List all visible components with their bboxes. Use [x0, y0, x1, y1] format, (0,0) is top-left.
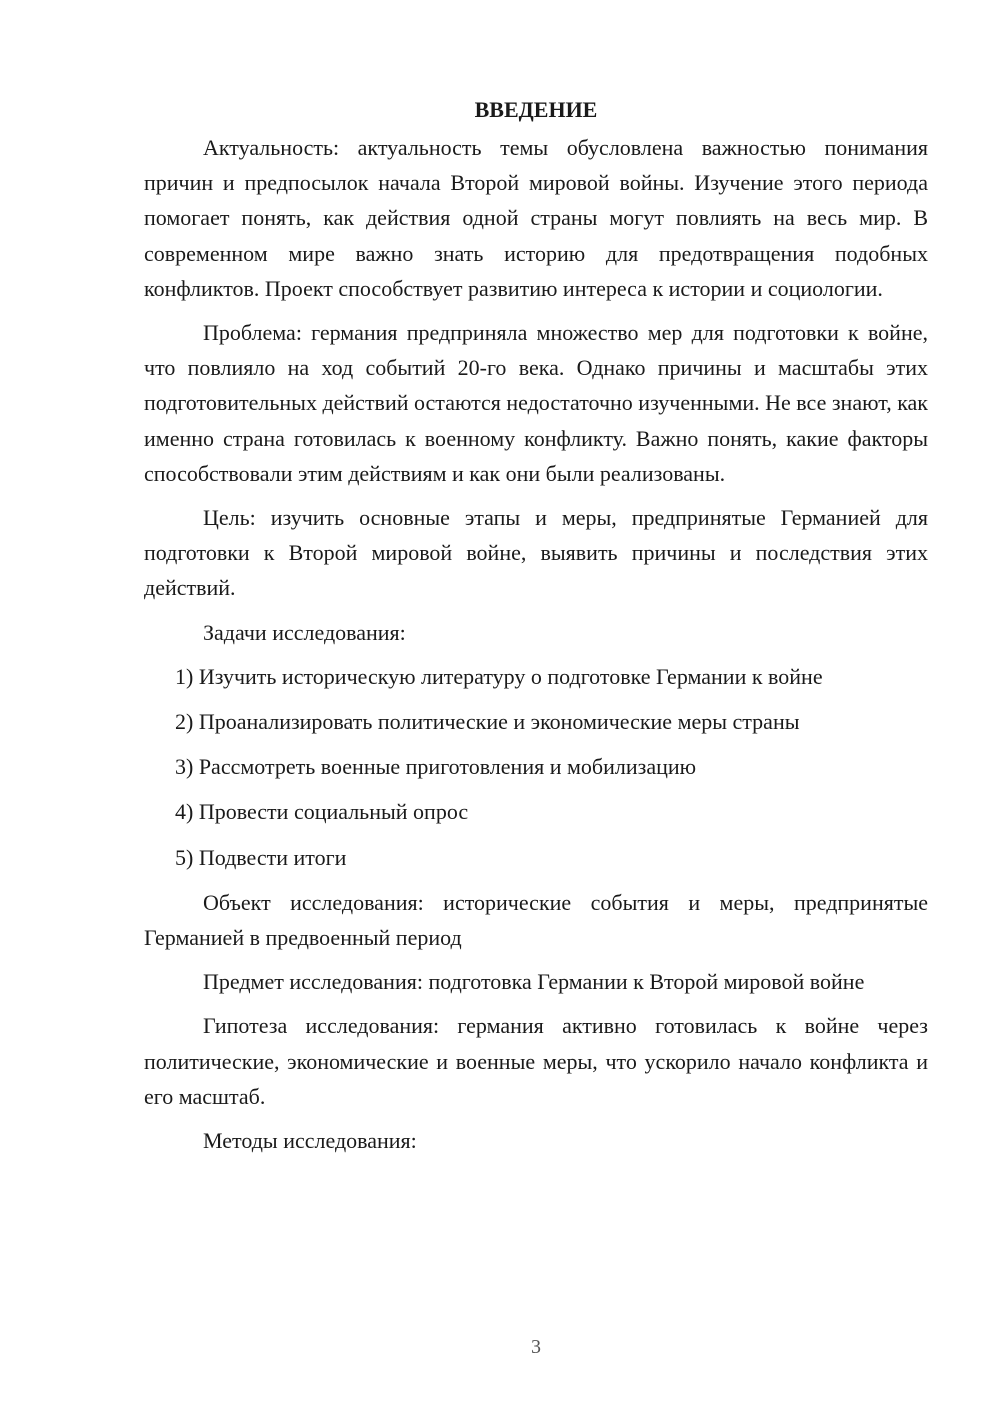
paragraph-object: Объект исследования: исторические события и меры, предпринятые Германией в предвоенный период [144, 889, 928, 951]
list-item-task-1: 1) Изучить историческую литературу о подготовке Германии к войне [175, 663, 823, 689]
page-number: 3 [531, 1336, 541, 1358]
tasks-list [144, 659, 928, 875]
list-item-task-3: 3) Рассмотреть военные приготовления и мобилизацию [175, 754, 697, 780]
paragraph-problem: Проблема: германия предприняла множество мер для подготовки к войне, что повлияло на ход событий 20-го века. Однако причины и масштабы этих подготовительных действий остаются недостаточно изученными. Не все знают, как именно страна готовилась к военному конфликту. Важно понять, какие факторы способствовали этим действиям и как они были реализованы. [144, 320, 928, 486]
page-title: ВВЕДЕНИЕ [474, 97, 598, 122]
methods-heading: Методы исследования: [203, 1128, 417, 1154]
list-item-task-5: 5) Подвести итоги [175, 844, 347, 870]
tasks-heading: Задачи исследования: [203, 619, 406, 645]
paragraph-goal: Цель: изучить основные этапы и меры, предпринятые Германией для подготовки к Второй мировой войне, выявить причины и последствия этих действий. [144, 505, 928, 601]
paragraph-relevance: Актуальность: актуальность темы обусловлена важностью понимания причин и предпосылок начала Второй мировой войны. Изучение этого периода помогает понять, как действия одной страны могут повлиять на весь мир. В современном мире важно знать историю для предотвращения подобных конфликтов. Проект способствует развитию интереса к истории и социологии. [144, 135, 928, 301]
list-item-task-2: 2) Проанализировать политические и экономические меры страны [175, 709, 800, 735]
paragraph-subject: Предмет исследования: подготовка Германии к Второй мировой войне [203, 969, 865, 995]
page-content [144, 92, 928, 1167]
paragraph-hypothesis: Гипотеза исследования: германия активно готовилась к войне через политические, экономические и военные меры, что ускорило начало конфликта и его масштаб. [144, 1013, 928, 1109]
list-item-task-4: 4) Провести социальный опрос [175, 799, 469, 825]
